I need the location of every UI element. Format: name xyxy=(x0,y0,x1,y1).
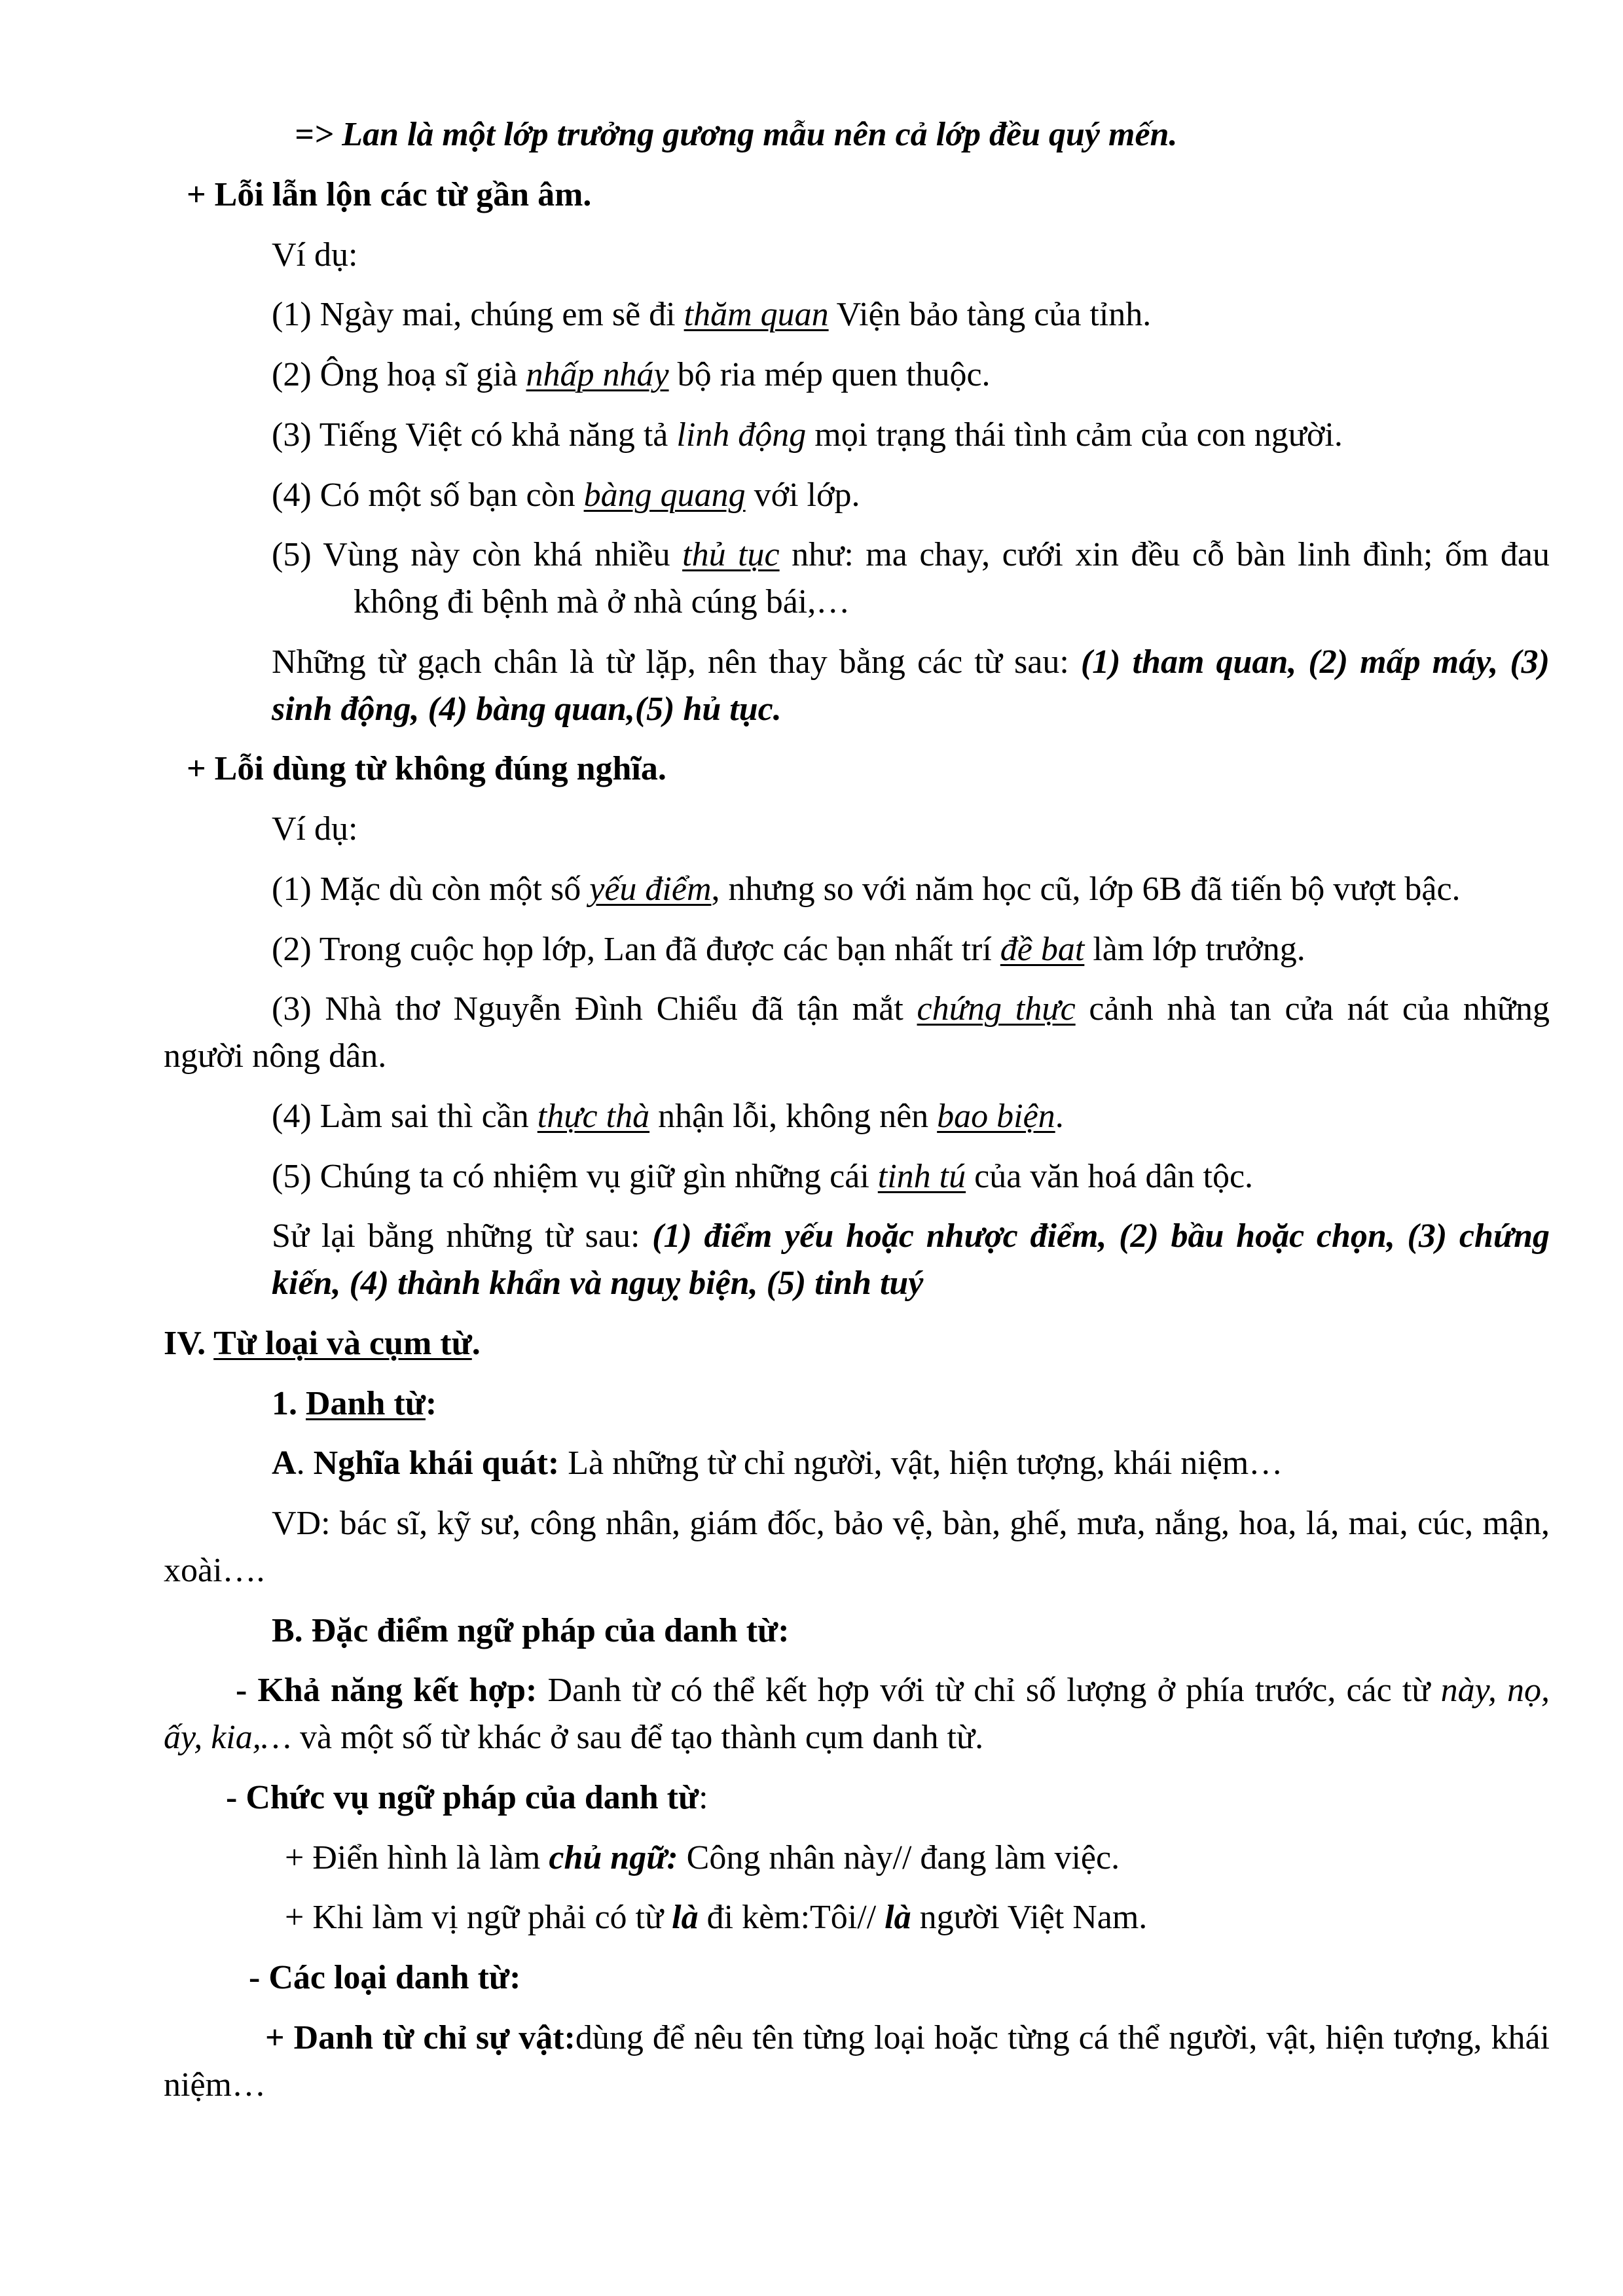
text-run: , nhưng so với năm học cũ, lớp 6B đã tiến bộ vượt bậc. xyxy=(711,870,1461,908)
text-run: bàng quang xyxy=(583,476,746,514)
text-run: bộ ria mép quen thuộc. xyxy=(668,356,991,393)
paragraph xyxy=(164,1667,1550,1761)
text-run: và một số từ khác ở sau để tạo thành cụm danh từ. xyxy=(291,1719,984,1756)
text-run: => Lan là một lớp trưởng gương mẫu nên cả lớp đều quý mến. xyxy=(295,116,1178,153)
text-run: Nghĩa khái quát: xyxy=(313,1444,560,1482)
paragraph xyxy=(272,291,1550,338)
text-run: (1) điểm yếu hoặc nhược điểm, (2) bầu hoặc chọn, (3) chứng kiến, (4) thành khẩn và nguỵ biện, (5) tinh tuý xyxy=(272,1217,1550,1302)
text-run: linh động xyxy=(676,416,807,454)
text-run: Viện bảo tàng của tỉnh. xyxy=(828,296,1152,334)
text-run: với lớp. xyxy=(745,476,860,514)
text-run: 1. xyxy=(272,1384,306,1422)
document-content xyxy=(164,111,1550,2108)
text-run: + Lỗi lẫn lộn các từ gần âm. xyxy=(187,175,592,213)
paragraph xyxy=(187,171,1550,219)
text-run: VD: bác sĩ, kỹ sư, công nhân, giám đốc, bảo vệ, bàn, ghế, mưa, nắng, hoa, lá, mai, cúc, mận, xoài…. xyxy=(164,1505,1550,1589)
text-run: Là những từ chỉ người, vật, hiện tượng, khái niệm… xyxy=(559,1444,1283,1482)
text-run: thăm quan xyxy=(684,296,829,334)
text-run: người Việt Nam. xyxy=(911,1899,1148,1937)
paragraph xyxy=(249,1954,1550,2001)
paragraph xyxy=(295,111,1550,158)
text-run: . xyxy=(1055,1097,1064,1135)
paragraph xyxy=(272,1213,1550,1307)
paragraph xyxy=(164,2015,1550,2109)
text-run: . xyxy=(296,1444,314,1482)
paragraph xyxy=(272,1440,1550,1487)
text-run: là xyxy=(884,1899,911,1937)
text-run: bao biện xyxy=(937,1097,1055,1135)
text-run: (3) Tiếng Việt có khả năng tả xyxy=(272,416,677,454)
paragraph xyxy=(272,866,1550,913)
paragraph xyxy=(272,806,1550,853)
text-run: Ví dụ: xyxy=(272,810,358,848)
text-run: B. Đặc điểm ngữ pháp của danh từ: xyxy=(272,1611,790,1649)
paragraph xyxy=(164,1320,1550,1367)
paragraph xyxy=(272,351,1550,399)
text-run: (4) Làm sai thì cần xyxy=(272,1097,538,1135)
text-run: chứng thực xyxy=(917,990,1076,1028)
paragraph xyxy=(164,1500,1550,1594)
paragraph xyxy=(272,232,1550,279)
text-run: cảnh nhà tan cửa nát của những người nông dân. xyxy=(164,990,1550,1075)
text-run: làm lớp trưởng. xyxy=(1084,930,1305,968)
text-run: : xyxy=(699,1778,708,1816)
text-run: thủ tục xyxy=(682,536,780,574)
text-run: + Danh từ chỉ sự vật: xyxy=(265,2018,575,2056)
text-run: . xyxy=(471,1324,481,1362)
text-run: (3) Nhà thơ Nguyễn Đình Chiểu đã tận mắt xyxy=(272,990,917,1028)
text-run: (5) Vùng này còn khá nhiều xyxy=(272,536,683,574)
text-run: + Điển hình là làm xyxy=(285,1839,549,1876)
text-run: là xyxy=(672,1899,699,1937)
text-run: Ví dụ: xyxy=(272,236,358,274)
text-run: của văn hoá dân tộc. xyxy=(966,1157,1254,1195)
text-run: Từ loại và cụm từ xyxy=(213,1324,472,1362)
text-run: - Chức vụ ngữ pháp của danh từ xyxy=(226,1778,699,1816)
paragraph xyxy=(272,1607,1550,1655)
paragraph xyxy=(272,1153,1550,1200)
paragraph xyxy=(272,1380,1550,1427)
paragraph xyxy=(272,926,1550,973)
text-run: (5) Chúng ta có nhiệm vụ giữ gìn những cái xyxy=(272,1157,878,1195)
paragraph xyxy=(272,639,1550,733)
text-run: (1) tham quan, (2) mấp máy, (3) sinh động, (4) bàng quan,(5) hủ tục. xyxy=(272,643,1550,728)
paragraph xyxy=(226,1774,1550,1821)
text-run: Danh từ xyxy=(306,1384,426,1422)
text-run: này, nọ, ấy, kia,… xyxy=(164,1672,1550,1756)
paragraph xyxy=(187,745,1550,793)
text-run: - Các loại danh từ: xyxy=(249,1959,521,1996)
text-run: mọi trạng thái tình cảm của con người. xyxy=(806,416,1343,454)
text-run: (4) Có một số bạn còn xyxy=(272,476,584,514)
text-run: đi kèm:Tôi// xyxy=(698,1899,885,1937)
text-run: (1) Mặc dù còn một số xyxy=(272,870,590,908)
text-run: nhấp nháy xyxy=(526,356,669,393)
text-run: IV. xyxy=(164,1324,214,1362)
paragraph xyxy=(285,1835,1550,1882)
paragraph xyxy=(285,1894,1550,1941)
text-run: dùng để nêu tên từng loại hoặc từng cá thể người, vật, hiện tượng, khái niệm… xyxy=(164,2018,1550,2104)
text-run: (1) Ngày mai, chúng em sẽ đi xyxy=(272,296,684,334)
text-run: (2) Trong cuộc họp lớp, Lan đã được các bạn nhất trí xyxy=(272,930,1000,968)
text-run: Công nhân này// đang làm việc. xyxy=(678,1839,1120,1876)
text-run: Những từ gạch chân là từ lặp, nên thay bằng các từ sau: xyxy=(272,643,1081,681)
paragraph xyxy=(272,531,1550,626)
text-run: A xyxy=(272,1444,297,1482)
text-run: Sử lại bằng những từ sau: xyxy=(272,1217,653,1255)
text-run: : xyxy=(425,1384,437,1422)
text-run: nhận lỗi, không nên xyxy=(649,1097,938,1135)
paragraph xyxy=(272,472,1550,519)
text-run: chủ ngữ: xyxy=(549,1839,678,1876)
text-run: đề bat xyxy=(1000,930,1085,968)
text-run: như: ma chay, cưới xin đều cỗ bàn linh đình; ốm đau không đi bệnh mà ở nhà cúng bái,… xyxy=(354,536,1550,620)
text-run: + Khi làm vị ngữ phải có từ xyxy=(285,1899,672,1937)
text-run: (2) Ông hoạ sĩ già xyxy=(272,356,526,393)
text-run: - Khả năng kết hợp: xyxy=(236,1672,538,1710)
text-run: Danh từ có thể kết hợp với từ chỉ số lượng ở phía trước, các từ xyxy=(537,1672,1441,1710)
paragraph xyxy=(272,412,1550,459)
text-run: yếu điểm xyxy=(589,870,712,908)
paragraph xyxy=(272,1093,1550,1140)
text-run: thực thà xyxy=(537,1097,650,1135)
paragraph xyxy=(164,986,1550,1080)
text-run: + Lỗi dùng từ không đúng nghĩa. xyxy=(187,750,666,788)
text-run: tinh tú xyxy=(877,1157,966,1195)
